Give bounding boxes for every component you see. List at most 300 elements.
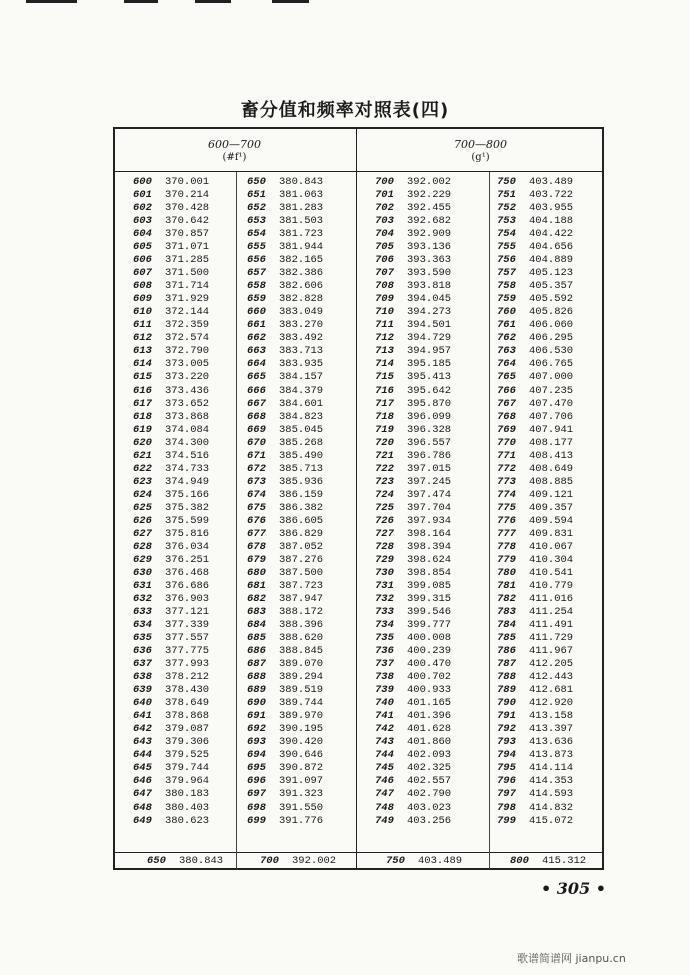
cents-value: 740 [375, 697, 394, 710]
frequency-value: 390.646 [279, 749, 324, 762]
total-cell-4 [510, 855, 586, 868]
table-row [375, 450, 451, 463]
cents-value: 698 [247, 801, 266, 814]
table-row [247, 241, 323, 254]
table-row [375, 398, 451, 411]
frequency-value: 371.714 [165, 280, 210, 293]
table-row [133, 736, 209, 749]
table-row [497, 476, 573, 489]
frequency-value: 384.823 [279, 410, 324, 423]
table-row [247, 619, 323, 632]
cents-value: 700 [375, 176, 394, 188]
frequency-value: 403.489 [529, 176, 574, 188]
table-row [133, 762, 209, 775]
cents-value: 653 [247, 215, 266, 228]
table-row [247, 371, 323, 384]
frequency-value: 403.955 [529, 202, 574, 215]
table-row [247, 671, 323, 684]
table-row [133, 684, 209, 697]
frequency-value: 401.396 [407, 710, 452, 723]
table-row [247, 788, 323, 801]
table-row [497, 385, 573, 398]
cents-value: 731 [375, 579, 394, 592]
left-header-note: (#f¹) [222, 152, 247, 163]
table-row [375, 267, 451, 280]
table-row [247, 306, 323, 319]
cents-value: 764 [497, 358, 516, 371]
cents-value: 656 [247, 254, 266, 267]
table-row [133, 515, 209, 528]
frequency-value: 412.443 [529, 671, 574, 684]
frequency-value: 382.606 [279, 280, 324, 293]
cents-value: 632 [133, 593, 152, 605]
frequency-value: 404.889 [529, 254, 574, 267]
table-row [247, 411, 323, 424]
table-row [133, 788, 209, 801]
cents-value: 702 [375, 202, 394, 215]
table-row [375, 528, 451, 541]
table-row [247, 385, 323, 398]
cents-value: 600 [133, 176, 152, 188]
cents-value: 750 [497, 176, 516, 188]
frequency-value: 411.016 [529, 593, 574, 605]
table-row [133, 671, 209, 684]
cents-value: 686 [247, 645, 266, 658]
total-cell-1 [147, 855, 223, 868]
frequency-value: 407.941 [529, 423, 574, 436]
table-row [133, 802, 209, 815]
cents-value: 690 [247, 697, 266, 710]
frequency-value: 407.470 [529, 397, 574, 410]
frequency-value: 371.929 [165, 293, 210, 306]
table-row [247, 215, 323, 228]
cents-value: 783 [497, 606, 516, 619]
cents-value: 738 [375, 671, 394, 684]
table-row [247, 332, 323, 345]
cents-value: 790 [497, 697, 516, 710]
frequency-value: 376.468 [165, 566, 210, 579]
frequency-value: 409.831 [529, 527, 574, 540]
total-cents: 650 [147, 855, 166, 867]
table-row [497, 619, 573, 632]
cents-value: 683 [247, 606, 266, 619]
table-row [133, 437, 209, 450]
table-row [133, 228, 209, 241]
cents-value: 670 [247, 436, 266, 449]
table-row [375, 658, 451, 671]
cents-value: 613 [133, 345, 152, 358]
table-row [497, 358, 573, 371]
table-row [247, 802, 323, 815]
table-row [375, 710, 451, 723]
frequency-value: 406.060 [529, 319, 574, 332]
frequency-value: 389.294 [279, 671, 324, 684]
frequency-value: 376.903 [165, 593, 210, 605]
table-column-2 [247, 176, 323, 828]
cents-value: 614 [133, 358, 152, 371]
frequency-value: 374.516 [165, 449, 210, 462]
frequency-value: 406.295 [529, 332, 574, 345]
cents-value: 724 [375, 488, 394, 501]
table-row [247, 489, 323, 502]
frequency-value: 372.574 [165, 332, 210, 345]
cents-value: 695 [247, 762, 266, 775]
cents-value: 628 [133, 540, 152, 553]
table-row [375, 319, 451, 332]
frequency-value: 395.870 [407, 397, 452, 410]
cents-value: 791 [497, 710, 516, 723]
frequency-value: 399.546 [407, 606, 452, 619]
table-row [133, 215, 209, 228]
table-row [497, 450, 573, 463]
frequency-value: 393.590 [407, 267, 452, 280]
cents-value: 637 [133, 658, 152, 671]
table-row [247, 762, 323, 775]
cents-value: 755 [497, 241, 516, 254]
table-row [375, 697, 451, 710]
frequency-value: 383.935 [279, 358, 324, 371]
table-row [375, 293, 451, 306]
cents-value: 625 [133, 501, 152, 514]
cents-value: 796 [497, 775, 516, 788]
table-row [375, 632, 451, 645]
cents-value: 668 [247, 410, 266, 423]
frequency-value: 391.097 [279, 775, 324, 788]
cents-value: 638 [133, 671, 152, 684]
cents-value: 678 [247, 540, 266, 553]
frequency-value: 410.067 [529, 540, 574, 553]
cents-value: 607 [133, 267, 152, 280]
table-row [375, 280, 451, 293]
total-cell-3 [386, 855, 462, 868]
cents-value: 635 [133, 632, 152, 645]
table-row [133, 580, 209, 593]
frequency-value: 374.949 [165, 475, 210, 488]
table-row [247, 202, 323, 215]
frequency-value: 408.413 [529, 449, 574, 462]
cents-value: 786 [497, 645, 516, 658]
frequency-value: 387.276 [279, 553, 324, 566]
frequency-value: 381.063 [279, 189, 324, 202]
cents-value: 634 [133, 619, 152, 632]
cents-value: 769 [497, 423, 516, 436]
cents-value: 757 [497, 267, 516, 280]
table-row [497, 658, 573, 671]
cents-value: 761 [497, 319, 516, 332]
table-row [497, 554, 573, 567]
table-row [247, 358, 323, 371]
frequency-value: 376.251 [165, 553, 210, 566]
table-row [133, 345, 209, 358]
frequency-value: 402.557 [407, 775, 452, 788]
cents-value: 726 [375, 514, 394, 527]
table-row [375, 215, 451, 228]
cents-value: 665 [247, 371, 266, 384]
cents-value: 793 [497, 736, 516, 749]
table-row [497, 280, 573, 293]
table-row [375, 802, 451, 815]
table-row [375, 424, 451, 437]
cents-value: 736 [375, 645, 394, 658]
frequency-value: 374.733 [165, 462, 210, 475]
middle-divider [356, 127, 357, 870]
table-row [375, 358, 451, 371]
table-row [133, 593, 209, 606]
cents-value: 780 [497, 566, 516, 579]
cents-value: 768 [497, 410, 516, 423]
table-row [133, 385, 209, 398]
table-row [497, 293, 573, 306]
table-row [497, 345, 573, 358]
table-row [133, 541, 209, 554]
cents-value: 621 [133, 449, 152, 462]
cents-value: 667 [247, 397, 266, 410]
cents-value: 605 [133, 241, 152, 254]
cents-value: 659 [247, 293, 266, 306]
right-header [357, 138, 604, 164]
cents-value: 795 [497, 762, 516, 775]
frequency-value: 394.045 [407, 293, 452, 306]
table-row [497, 580, 573, 593]
total-frequency: 415.312 [542, 855, 587, 867]
cents-value: 739 [375, 684, 394, 697]
table-row [497, 254, 573, 267]
frequency-value: 377.775 [165, 645, 210, 658]
right-header-note: (g¹) [471, 152, 490, 163]
frequency-value: 412.920 [529, 697, 574, 710]
cents-value: 713 [375, 345, 394, 358]
cents-value: 687 [247, 658, 266, 671]
table-row [133, 723, 209, 736]
frequency-value: 371.071 [165, 241, 210, 254]
table-row [497, 489, 573, 502]
table-row [133, 749, 209, 762]
frequency-value: 405.826 [529, 306, 574, 319]
frequency-value: 397.934 [407, 514, 452, 527]
frequency-value: 414.353 [529, 775, 574, 788]
cents-value: 776 [497, 514, 516, 527]
total-frequency: 403.489 [418, 855, 463, 867]
cents-value: 631 [133, 579, 152, 592]
cents-value: 727 [375, 527, 394, 540]
cents-value: 787 [497, 658, 516, 671]
table-row [133, 424, 209, 437]
table-row [375, 254, 451, 267]
cents-value: 799 [497, 814, 516, 827]
cents-value: 729 [375, 553, 394, 566]
table-row [497, 502, 573, 515]
frequency-value: 397.245 [407, 475, 452, 488]
table-row [133, 319, 209, 332]
cents-value: 792 [497, 723, 516, 736]
frequency-value: 404.422 [529, 228, 574, 241]
cents-value: 673 [247, 475, 266, 488]
cents-value: 612 [133, 332, 152, 345]
table-row [247, 476, 323, 489]
cents-value: 604 [133, 228, 152, 241]
cents-value: 756 [497, 254, 516, 267]
table-row [375, 788, 451, 801]
frequency-value: 409.357 [529, 501, 574, 514]
frequency-value: 394.273 [407, 306, 452, 319]
cents-value: 708 [375, 280, 394, 293]
frequency-value: 381.503 [279, 215, 324, 228]
table-row [497, 228, 573, 241]
total-cell-2 [260, 855, 336, 868]
frequency-value: 384.157 [279, 371, 324, 384]
table-row [375, 502, 451, 515]
table-row [133, 619, 209, 632]
frequency-value: 409.121 [529, 488, 574, 501]
cents-value: 742 [375, 723, 394, 736]
frequency-value: 396.557 [407, 436, 452, 449]
frequency-value: 380.843 [279, 176, 324, 188]
frequency-value: 383.713 [279, 345, 324, 358]
table-row [247, 293, 323, 306]
frequency-value: 399.315 [407, 593, 452, 605]
table-row [247, 515, 323, 528]
table-row [247, 345, 323, 358]
table-row [247, 398, 323, 411]
frequency-value: 415.072 [529, 814, 574, 827]
total-cents: 700 [260, 855, 279, 867]
frequency-value: 373.005 [165, 358, 210, 371]
cents-value: 680 [247, 566, 266, 579]
cents-value: 715 [375, 371, 394, 384]
cents-value: 717 [375, 397, 394, 410]
frequency-value: 378.430 [165, 684, 210, 697]
frequency-value: 408.885 [529, 475, 574, 488]
frequency-value: 392.002 [407, 176, 452, 188]
frequency-value: 404.656 [529, 241, 574, 254]
frequency-value: 389.744 [279, 697, 324, 710]
cents-value: 730 [375, 566, 394, 579]
frequency-value: 386.829 [279, 527, 324, 540]
frequency-value: 404.188 [529, 215, 574, 228]
frequency-value: 405.592 [529, 293, 574, 306]
frequency-value: 392.229 [407, 189, 452, 202]
cents-value: 766 [497, 384, 516, 397]
cents-value: 718 [375, 410, 394, 423]
frequency-value: 398.394 [407, 540, 452, 553]
table-row [375, 228, 451, 241]
table-row [375, 476, 451, 489]
table-row [375, 345, 451, 358]
cents-value: 675 [247, 501, 266, 514]
frequency-value: 373.652 [165, 397, 210, 410]
cents-value: 609 [133, 293, 152, 306]
total-frequency: 380.843 [179, 855, 224, 867]
table-row [133, 450, 209, 463]
table-row [133, 463, 209, 476]
table-row [133, 254, 209, 267]
table-column-3 [375, 176, 451, 828]
cents-value: 748 [375, 801, 394, 814]
cents-value: 711 [375, 319, 394, 332]
table-row [375, 619, 451, 632]
cents-value: 767 [497, 397, 516, 410]
frequency-value: 407.706 [529, 410, 574, 423]
cents-value: 703 [375, 215, 394, 228]
table-row [375, 371, 451, 384]
cents-value: 696 [247, 775, 266, 788]
cents-value: 630 [133, 566, 152, 579]
frequency-value: 387.500 [279, 566, 324, 579]
table-row [497, 176, 573, 189]
frequency-value: 405.123 [529, 267, 574, 280]
cents-value: 606 [133, 254, 152, 267]
frequency-value: 388.845 [279, 645, 324, 658]
table-row [247, 645, 323, 658]
frequency-value: 372.790 [165, 345, 210, 358]
table-row [375, 385, 451, 398]
cents-value: 633 [133, 606, 152, 619]
cents-value: 745 [375, 762, 394, 775]
table-row [247, 437, 323, 450]
frequency-value: 377.121 [165, 606, 210, 619]
frequency-value: 370.001 [165, 176, 210, 188]
top-rule-4 [272, 0, 309, 3]
table-row [497, 736, 573, 749]
cents-value: 674 [247, 488, 266, 501]
cents-value: 732 [375, 593, 394, 605]
table-row [497, 697, 573, 710]
frequency-value: 380.623 [165, 814, 210, 827]
frequency-value: 378.868 [165, 710, 210, 723]
table-row [247, 658, 323, 671]
cents-value: 650 [247, 176, 266, 188]
cents-value: 651 [247, 189, 266, 202]
frequency-value: 381.283 [279, 202, 324, 215]
frequency-value: 403.023 [407, 801, 452, 814]
table-row [247, 632, 323, 645]
cents-value: 657 [247, 267, 266, 280]
frequency-value: 374.084 [165, 423, 210, 436]
table-row [375, 554, 451, 567]
cents-value: 712 [375, 332, 394, 345]
frequency-value: 407.000 [529, 371, 574, 384]
total-cents: 750 [386, 855, 405, 867]
table-row [497, 411, 573, 424]
frequency-value: 397.015 [407, 462, 452, 475]
table-row [133, 241, 209, 254]
cents-value: 788 [497, 671, 516, 684]
frequency-value: 384.379 [279, 384, 324, 397]
table-row [497, 815, 573, 828]
table-row [497, 215, 573, 228]
frequency-value: 395.185 [407, 358, 452, 371]
table-row [375, 815, 451, 828]
frequency-value: 386.382 [279, 501, 324, 514]
frequency-value: 379.525 [165, 749, 210, 762]
table-row [133, 645, 209, 658]
cents-value: 765 [497, 371, 516, 384]
cents-value: 622 [133, 462, 152, 475]
frequency-value: 413.873 [529, 749, 574, 762]
frequency-value: 383.492 [279, 332, 324, 345]
table-row [375, 411, 451, 424]
frequency-value: 411.254 [529, 606, 574, 619]
table-row [133, 567, 209, 580]
top-rule-2 [124, 0, 158, 3]
frequency-value: 410.304 [529, 553, 574, 566]
frequency-value: 408.649 [529, 462, 574, 475]
cents-value: 785 [497, 632, 516, 645]
frequency-value: 389.970 [279, 710, 324, 723]
frequency-value: 390.420 [279, 736, 324, 749]
cents-value: 716 [375, 384, 394, 397]
cents-value: 601 [133, 189, 152, 202]
